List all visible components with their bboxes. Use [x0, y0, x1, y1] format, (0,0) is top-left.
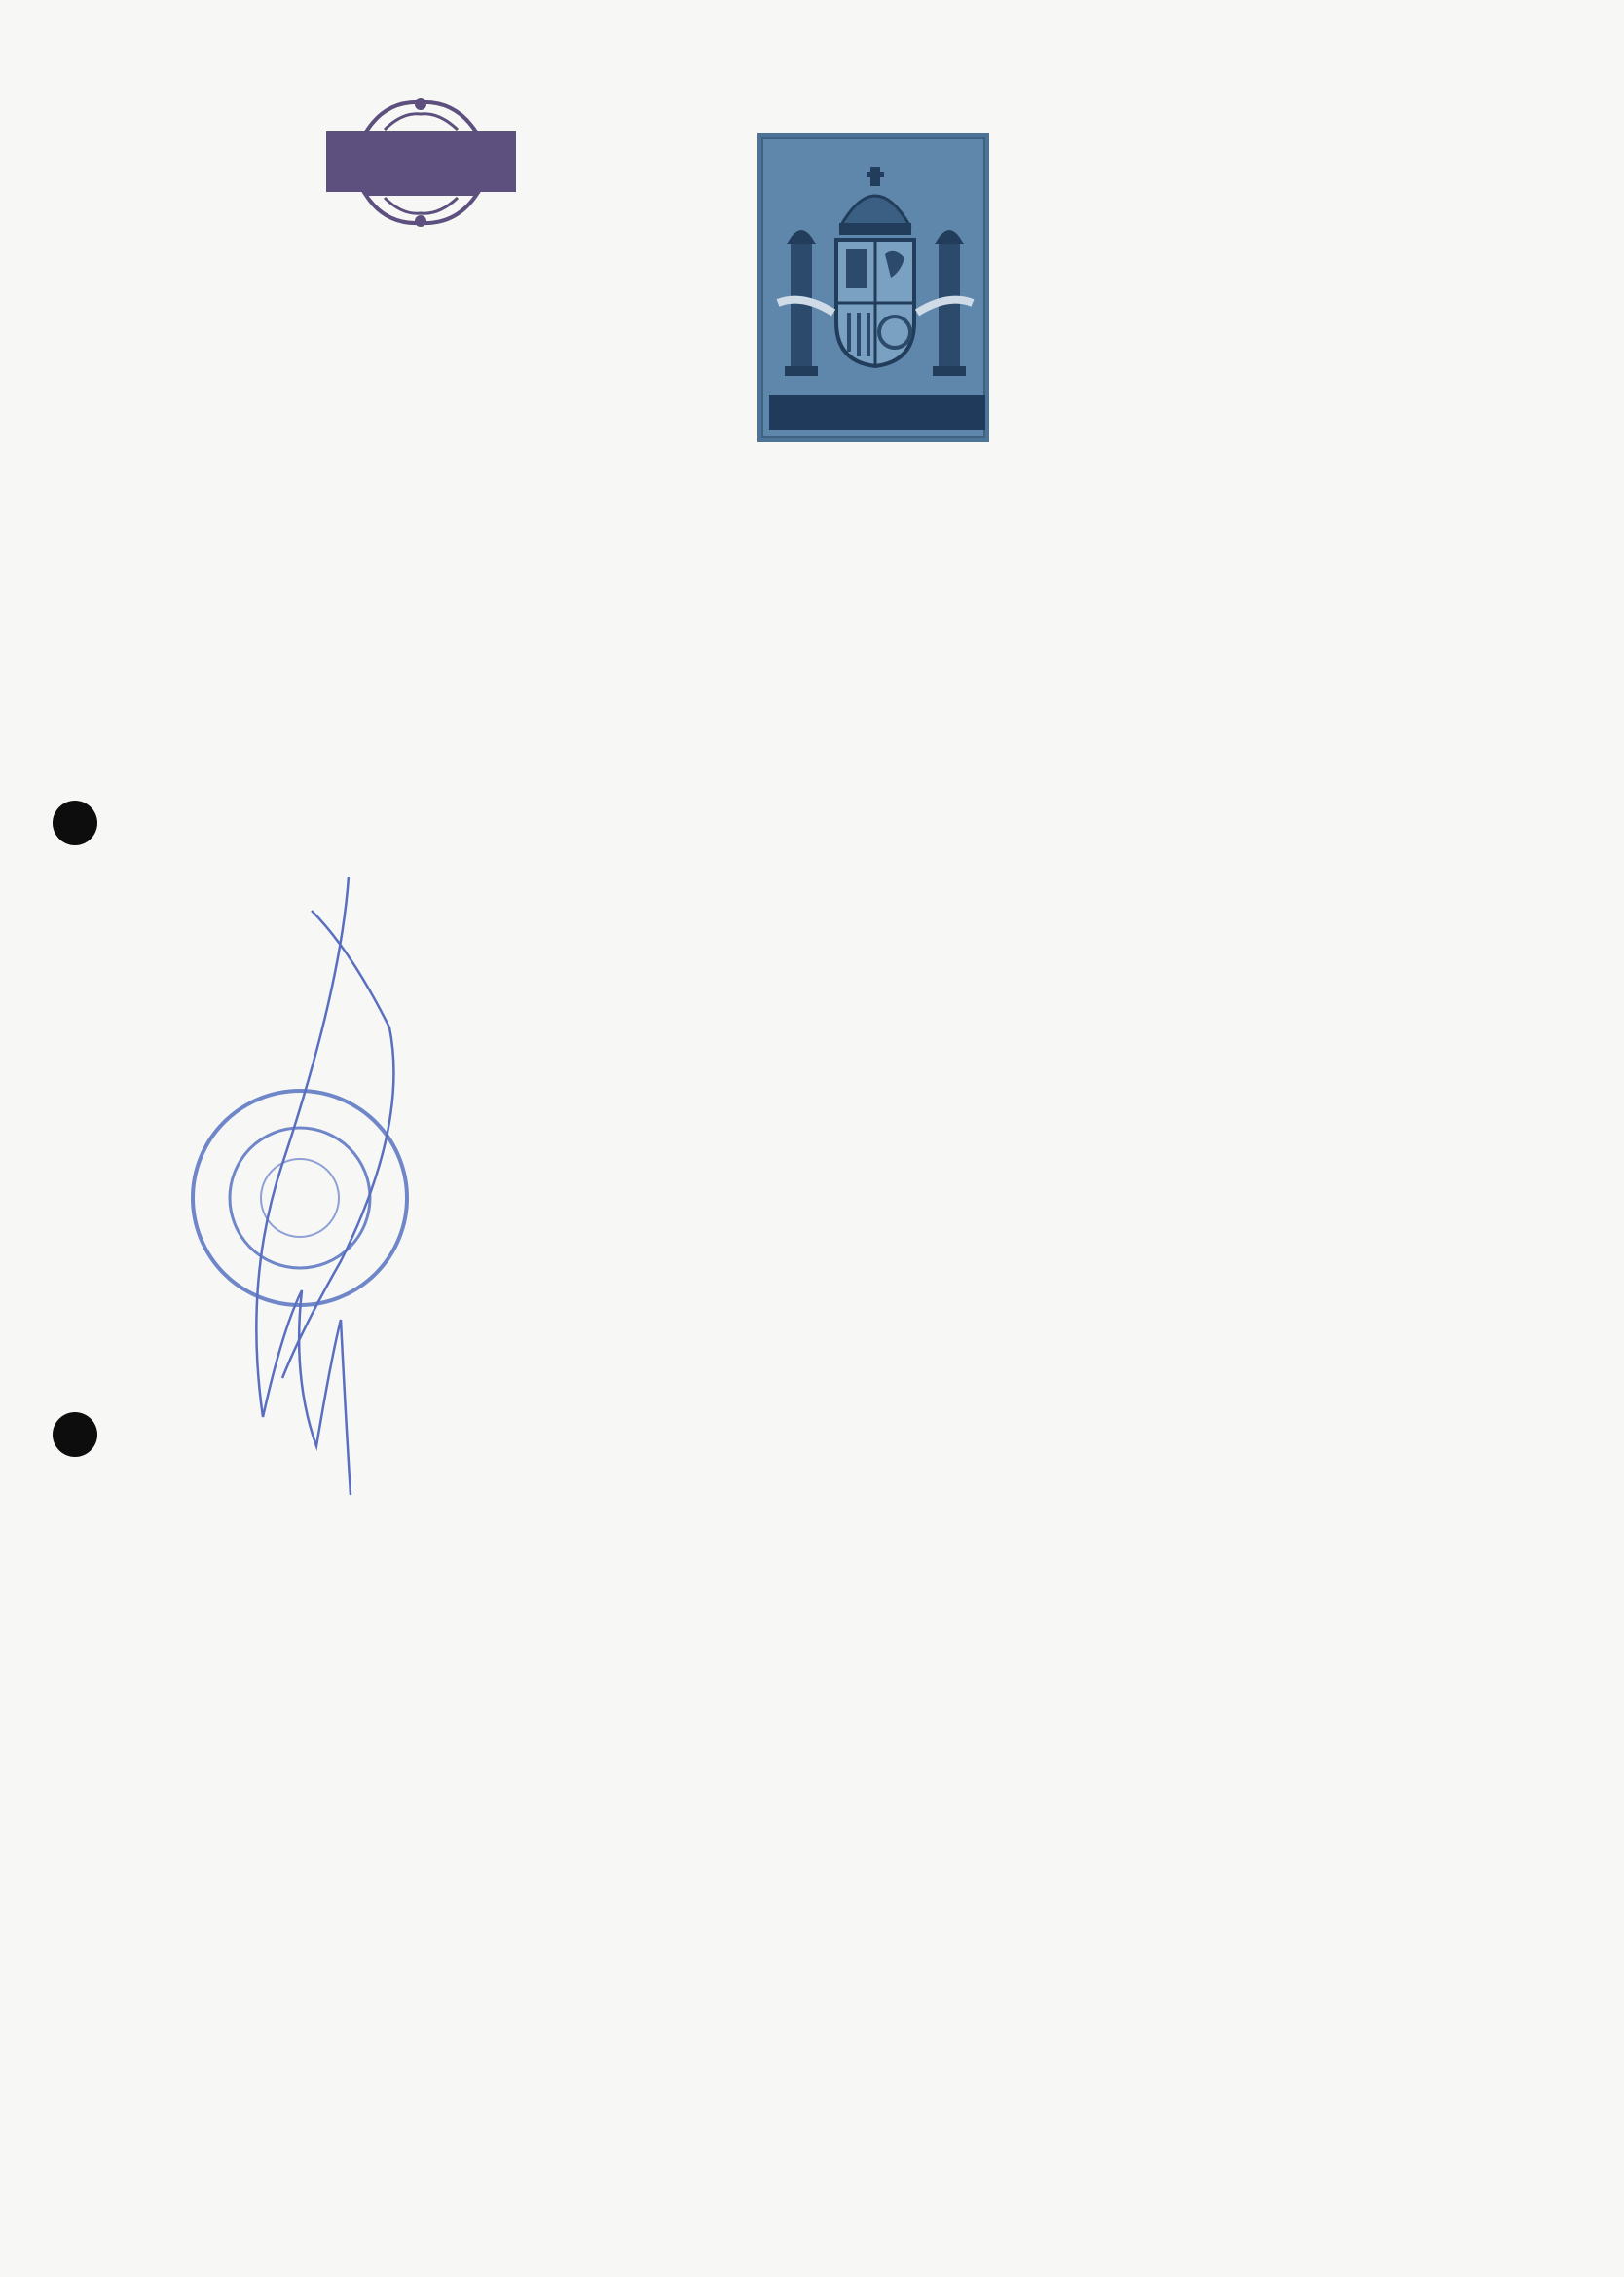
- punch-hole-top: [53, 801, 97, 845]
- stamp-label: [769, 395, 985, 430]
- punch-hole-bottom: [53, 1412, 97, 1457]
- handwritten-signature: [224, 872, 419, 1505]
- article-1-heading: [499, 697, 1609, 729]
- spanish-coat-of-arms-icon: [773, 157, 978, 391]
- chapter-heading: [499, 664, 1609, 696]
- stamp-inner: [761, 137, 985, 438]
- tax-stamp: [757, 133, 989, 442]
- timbre-del-estado-emblem: [326, 93, 516, 229]
- timbre-label-box: [326, 131, 516, 192]
